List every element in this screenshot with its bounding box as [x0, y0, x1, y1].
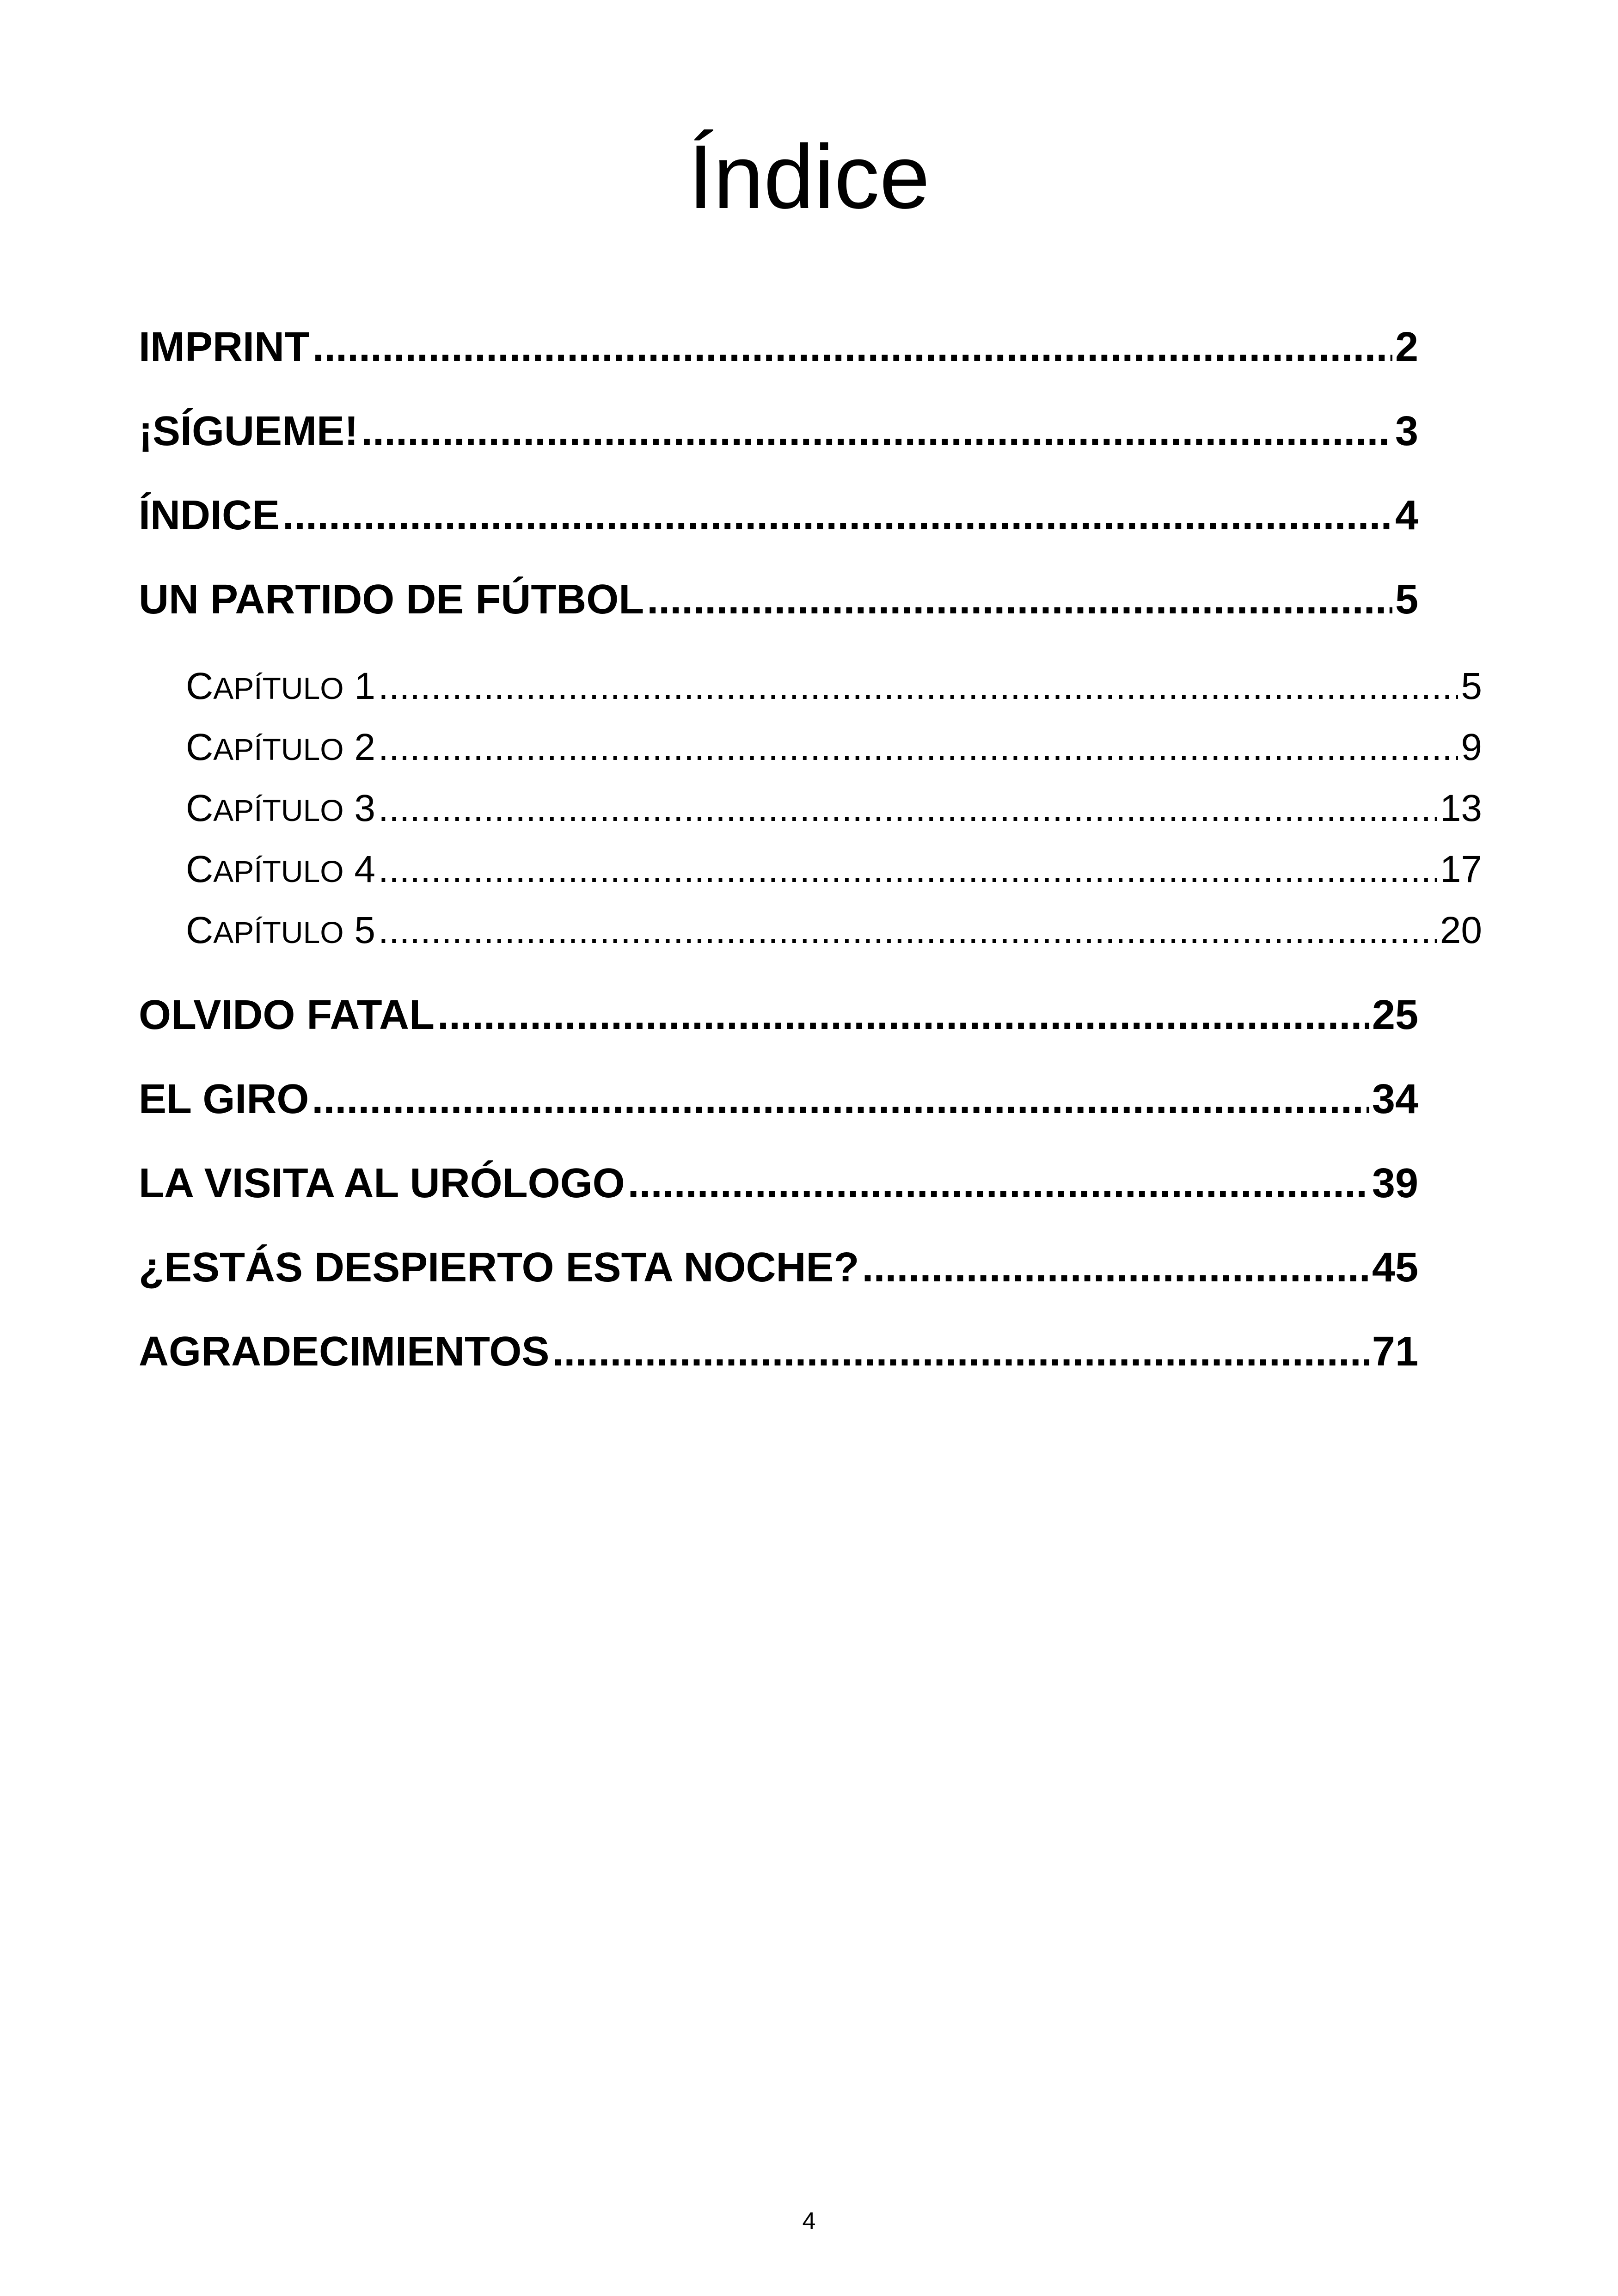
dot-leader: [862, 1244, 1369, 1292]
toc-subentry-label: CAPÍTULO 3: [186, 787, 376, 829]
toc-subentry-capitulo-1[interactable]: [186, 665, 1482, 716]
toc-entry-label: AGRADECIMIENTOS: [139, 1329, 550, 1375]
page-title: Índice: [688, 126, 930, 227]
dot-leader: [282, 492, 1392, 539]
dot-leader: [313, 324, 1392, 371]
toc-subentry-label: CAPÍTULO 5: [186, 909, 376, 951]
toc-entry-olvido-fatal[interactable]: [139, 992, 1418, 1047]
toc-entry-label: ¿ESTÁS DESPIERTO ESTA NOCHE?: [139, 1244, 859, 1291]
toc-subentry-page: 20: [1440, 909, 1482, 951]
dot-leader: [378, 726, 1458, 769]
toc-entry-label: ¡SÍGUEME!: [139, 408, 359, 454]
toc-entry-sigueme[interactable]: [139, 408, 1418, 463]
toc-subentry-page: 13: [1440, 787, 1482, 829]
dot-leader: [378, 848, 1437, 891]
toc-entry-page: 71: [1372, 1329, 1418, 1375]
dot-leader: [647, 576, 1392, 624]
toc-entry-page: 25: [1372, 992, 1418, 1038]
dot-leader: [378, 909, 1437, 952]
toc-subentry-page: 17: [1440, 848, 1482, 890]
toc-subentry-capitulo-5[interactable]: [186, 909, 1482, 960]
toc-entry-label: IMPRINT: [139, 324, 310, 370]
toc-entry-page: 2: [1395, 324, 1418, 370]
dot-leader: [628, 1160, 1369, 1207]
toc-entry-imprint[interactable]: [139, 324, 1418, 379]
dot-leader: [378, 787, 1437, 830]
toc-entry-label: UN PARTIDO DE FÚTBOL: [139, 576, 644, 623]
toc-entry-la-visita-al-urologo[interactable]: [139, 1160, 1418, 1215]
toc-entry-page: 45: [1372, 1244, 1418, 1291]
toc-entry-page: 4: [1395, 492, 1418, 539]
toc-subentry-capitulo-4[interactable]: [186, 848, 1482, 899]
toc-subentry-label: CAPÍTULO 2: [186, 726, 376, 768]
toc-entry-label: OLVIDO FATAL: [139, 992, 435, 1038]
toc-entry-label: LA VISITA AL URÓLOGO: [139, 1160, 625, 1206]
dot-leader: [361, 408, 1392, 455]
toc-subentry-label: CAPÍTULO 1: [186, 665, 376, 707]
dot-leader: [437, 992, 1369, 1039]
toc-subentry-capitulo-2[interactable]: [186, 726, 1482, 777]
toc-entry-page: 39: [1372, 1160, 1418, 1206]
dot-leader: [552, 1328, 1369, 1376]
toc-entry-label: ÍNDICE: [139, 492, 280, 539]
toc-entry-page: 3: [1395, 408, 1418, 454]
toc-subentry-capitulo-3[interactable]: [186, 787, 1482, 838]
toc-entry-el-giro[interactable]: [139, 1076, 1418, 1131]
toc-entry-agradecimientos[interactable]: [139, 1328, 1418, 1384]
toc-entry-estas-despierto-esta-noche[interactable]: [139, 1244, 1418, 1299]
toc-entry-page: 5: [1395, 576, 1418, 623]
toc-subentry-page: 9: [1461, 726, 1482, 768]
toc-entry-un-partido-de-futbol[interactable]: [139, 576, 1418, 631]
toc-subentry-page: 5: [1461, 665, 1482, 707]
dot-leader: [312, 1076, 1369, 1123]
toc-entry-indice[interactable]: [139, 492, 1418, 547]
toc-entry-page: 34: [1372, 1076, 1418, 1122]
toc-entry-label: EL GIRO: [139, 1076, 309, 1122]
page-number: 4: [802, 2208, 816, 2235]
dot-leader: [378, 665, 1458, 708]
toc-subentry-label: CAPÍTULO 4: [186, 848, 376, 890]
